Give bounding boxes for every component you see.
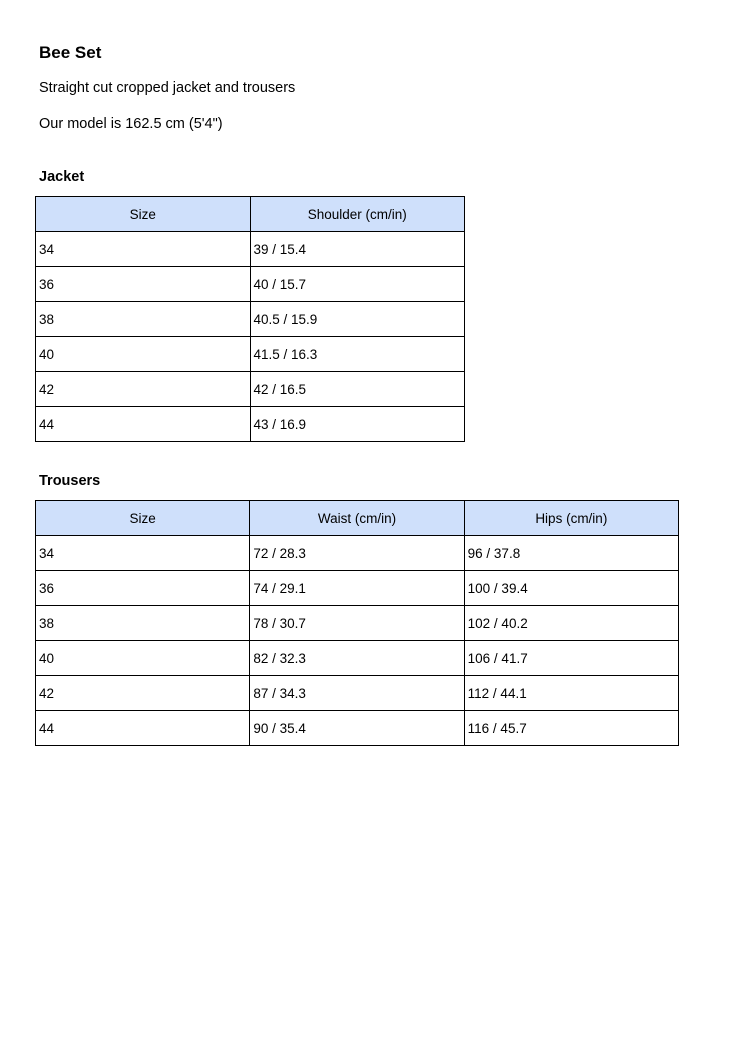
- hips-cell: 102 / 40.2: [464, 606, 678, 641]
- table-row: [36, 337, 465, 372]
- table-row: [36, 372, 465, 407]
- column-header-size: Size: [36, 501, 250, 536]
- shoulder-cell: 42 / 16.5: [250, 372, 465, 407]
- size-cell: 40: [36, 337, 251, 372]
- waist-cell: 82 / 32.3: [250, 641, 464, 676]
- table-row: [36, 267, 465, 302]
- table-header-row: [36, 501, 679, 536]
- waist-cell: 74 / 29.1: [250, 571, 464, 606]
- size-cell: 44: [36, 711, 250, 746]
- waist-cell: 90 / 35.4: [250, 711, 464, 746]
- size-cell: 38: [36, 302, 251, 337]
- column-header-waist: Waist (cm/in): [250, 501, 464, 536]
- shoulder-cell: 40.5 / 15.9: [250, 302, 465, 337]
- shoulder-cell: 43 / 16.9: [250, 407, 465, 442]
- hips-cell: 96 / 37.8: [464, 536, 678, 571]
- waist-cell: 78 / 30.7: [250, 606, 464, 641]
- page-title: Bee Set: [39, 43, 102, 62]
- shoulder-cell: 41.5 / 16.3: [250, 337, 465, 372]
- size-cell: 44: [36, 407, 251, 442]
- table-row: [36, 407, 465, 442]
- size-cell: 42: [36, 372, 251, 407]
- size-cell: 36: [36, 267, 251, 302]
- size-cell: 34: [36, 536, 250, 571]
- product-description: Straight cut cropped jacket and trousers: [39, 80, 296, 96]
- waist-cell: 72 / 28.3: [250, 536, 464, 571]
- hips-cell: 106 / 41.7: [464, 641, 678, 676]
- shoulder-cell: 39 / 15.4: [250, 232, 465, 267]
- hips-cell: 116 / 45.7: [464, 711, 678, 746]
- hips-cell: 112 / 44.1: [464, 676, 678, 711]
- jacket-size-table: [35, 196, 465, 442]
- table-row: [36, 302, 465, 337]
- waist-cell: 87 / 34.3: [250, 676, 464, 711]
- size-cell: 40: [36, 641, 250, 676]
- table-row: [36, 606, 679, 641]
- table-row: [36, 571, 679, 606]
- table-row: [36, 676, 679, 711]
- column-header-hips: Hips (cm/in): [464, 501, 678, 536]
- table-row: [36, 536, 679, 571]
- table-row: [36, 232, 465, 267]
- column-header-shoulder: Shoulder (cm/in): [250, 197, 465, 232]
- column-header-size: Size: [36, 197, 251, 232]
- jacket-heading: Jacket: [39, 169, 85, 185]
- size-cell: 42: [36, 676, 250, 711]
- table-row: [36, 641, 679, 676]
- trousers-size-table: [35, 500, 679, 746]
- size-cell: 34: [36, 232, 251, 267]
- model-height-note: Our model is 162.5 cm (5'4"): [39, 116, 223, 132]
- size-cell: 38: [36, 606, 250, 641]
- trousers-heading: Trousers: [39, 473, 101, 489]
- table-row: [36, 711, 679, 746]
- table-header-row: [36, 197, 465, 232]
- hips-cell: 100 / 39.4: [464, 571, 678, 606]
- size-cell: 36: [36, 571, 250, 606]
- shoulder-cell: 40 / 15.7: [250, 267, 465, 302]
